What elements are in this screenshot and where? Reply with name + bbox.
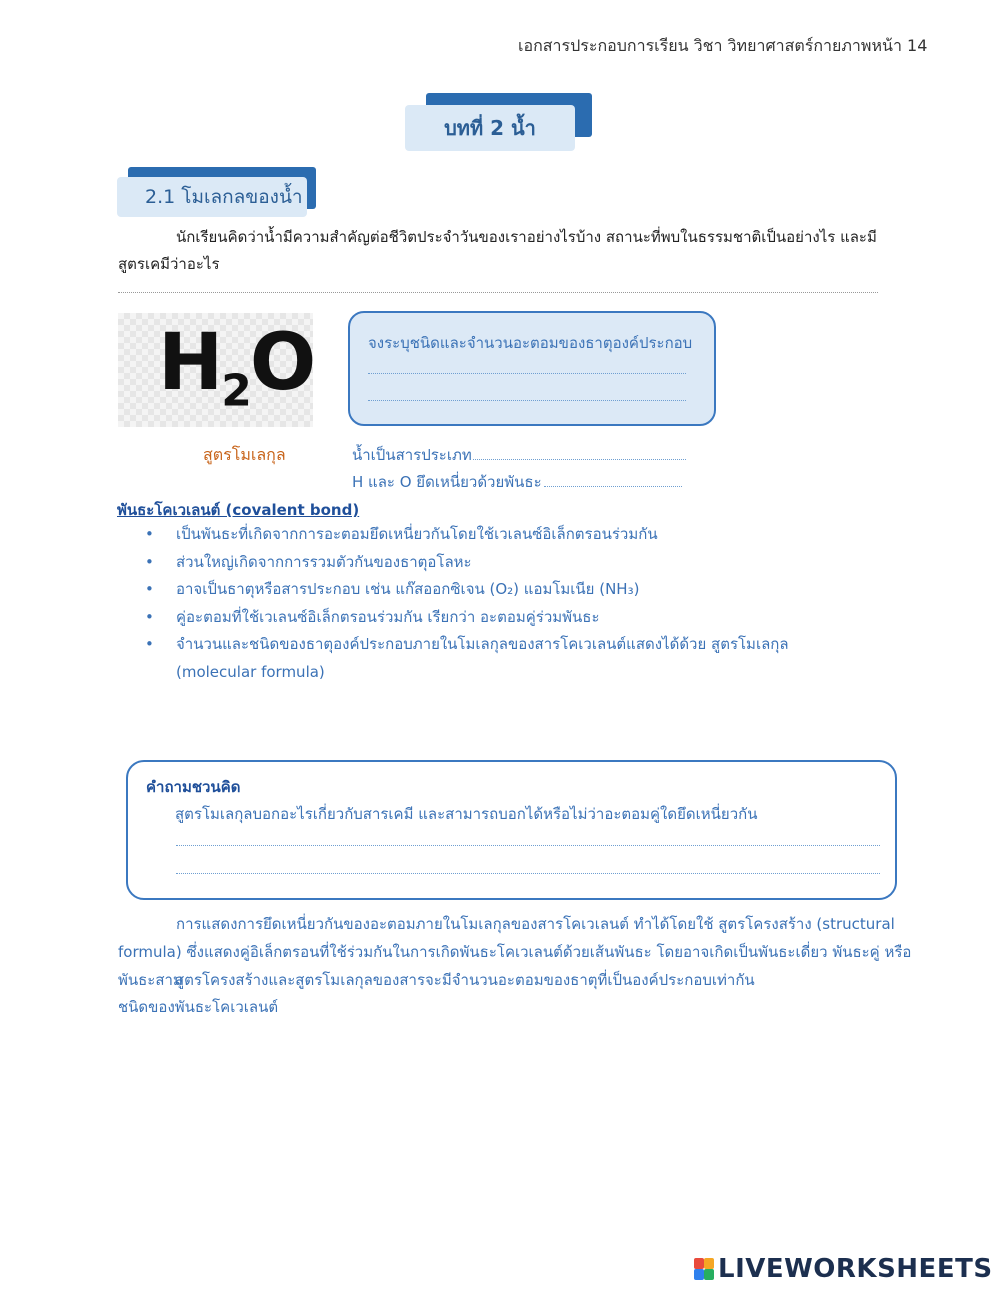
think-title: คำถามชวนคิด: [146, 778, 241, 796]
liveworksheets-logo: [694, 1254, 993, 1284]
structural-formula-paragraph: การแสดงการยึดเหนี่ยวกันของอะตอมภายในโมเลกุลของสารโคเวเลนต์ ทำได้โดยใช้ สูตรโครงสร้าง (structural formula) ซึ่งแสดงคู่อิเล็กตรอนที่ใช้ร่วมกันในการเกิดพันธะโคเวเลนต์ด้วยเส้นพันธะ โดยอาจเกิดเป็นพันธะเดี่ยว พันธะคู่ หรือพันธะสาม: [118, 915, 912, 989]
intro-question: นักเรียนคิดว่าน้ำมีความสำคัญต่อชีวิตประจำวันของเราอย่างไรบ้าง สถานะที่พบในธรรมชาติเป็นอย่างไร และมีสูตรเคมีว่าอะไร: [118, 228, 877, 273]
page-header: เอกสารประกอบการเรียน วิชา วิทยาศาสตร์กายภาพหน้า 14: [518, 36, 928, 55]
atom-question-prompt: จงระบุชนิดและจำนวนอะตอมของธาตุองค์ประกอบ: [368, 334, 693, 352]
liveworksheets-logo-icon: [694, 1258, 714, 1280]
bullet-item: • คู่อะตอมที่ใช้เวเลนซ์อิเล็กตรอนร่วมกัน เรียกว่า อะตอมคู่ร่วมพันธะ: [145, 604, 845, 632]
bond-type-answer-line[interactable]: [544, 486, 682, 487]
logo-text: LIVEWORKSHEETS: [718, 1254, 993, 1284]
think-question-box: [126, 760, 897, 900]
bullet-item: • อาจเป็นธาตุหรือสารประกอบ เช่น แก๊สออกซิเจน (O₂) แอมโมเนีย (NH₃): [145, 576, 845, 604]
covalent-types-paragraph: ชนิดของพันธะโคเวเลนต์: [118, 998, 279, 1016]
think-answer-line-1[interactable]: [176, 845, 880, 846]
bond-type-label: H และ O ยึดเหนี่ยวด้วยพันธะ: [352, 473, 542, 491]
think-answer-line-2[interactable]: [176, 873, 880, 874]
think-question: สูตรโมเลกุลบอกอะไรเกี่ยวกับสารเคมี และสามารถบอกได้หรือไม่ว่าอะตอมคู่ใดยึดเหนี่ยวกัน: [175, 805, 758, 823]
bullet-item: • เป็นพันธะที่เกิดจากการอะตอมยึดเหนี่ยวกันโดยใช้เวเลนซ์อิเล็กตรอนร่วมกัน: [145, 521, 845, 549]
substance-type-label: น้ำเป็นสารประเภท: [352, 446, 472, 464]
answer-line-intro[interactable]: [118, 292, 878, 293]
formula-comparison-paragraph: สูตรโครงสร้างและสูตรโมเลกุลของสารจะมีจำนวนอะตอมของธาตุที่เป็นองค์ประกอบเท่ากัน: [175, 971, 755, 989]
chapter-title: บทที่ 2 น้ำ: [405, 105, 575, 151]
atom-answer-line-1[interactable]: [368, 373, 686, 374]
atom-question-box: [348, 311, 716, 426]
water-formula: $H_2O$: [158, 318, 315, 417]
section-title: 2.1 โมเลกลของน้ำ: [117, 177, 307, 217]
atom-answer-line-2[interactable]: [368, 400, 686, 401]
covalent-bullet-list: [145, 521, 845, 686]
substance-type-answer-line[interactable]: [473, 459, 686, 460]
covalent-heading: พันธะโคเวเลนต์ (covalent bond): [117, 501, 360, 519]
bullet-item: • จำนวนและชนิดของธาตุองค์ประกอบภายในโมเลกุลของสารโคเวเลนต์แสดงได้ด้วย สูตรโมเลกุล (molecular formula): [145, 631, 845, 686]
bullet-item: • ส่วนใหญ่เกิดจากการรวมตัวกันของธาตุอโลหะ: [145, 549, 845, 577]
formula-caption: สูตรโมเลกุล: [203, 445, 286, 464]
